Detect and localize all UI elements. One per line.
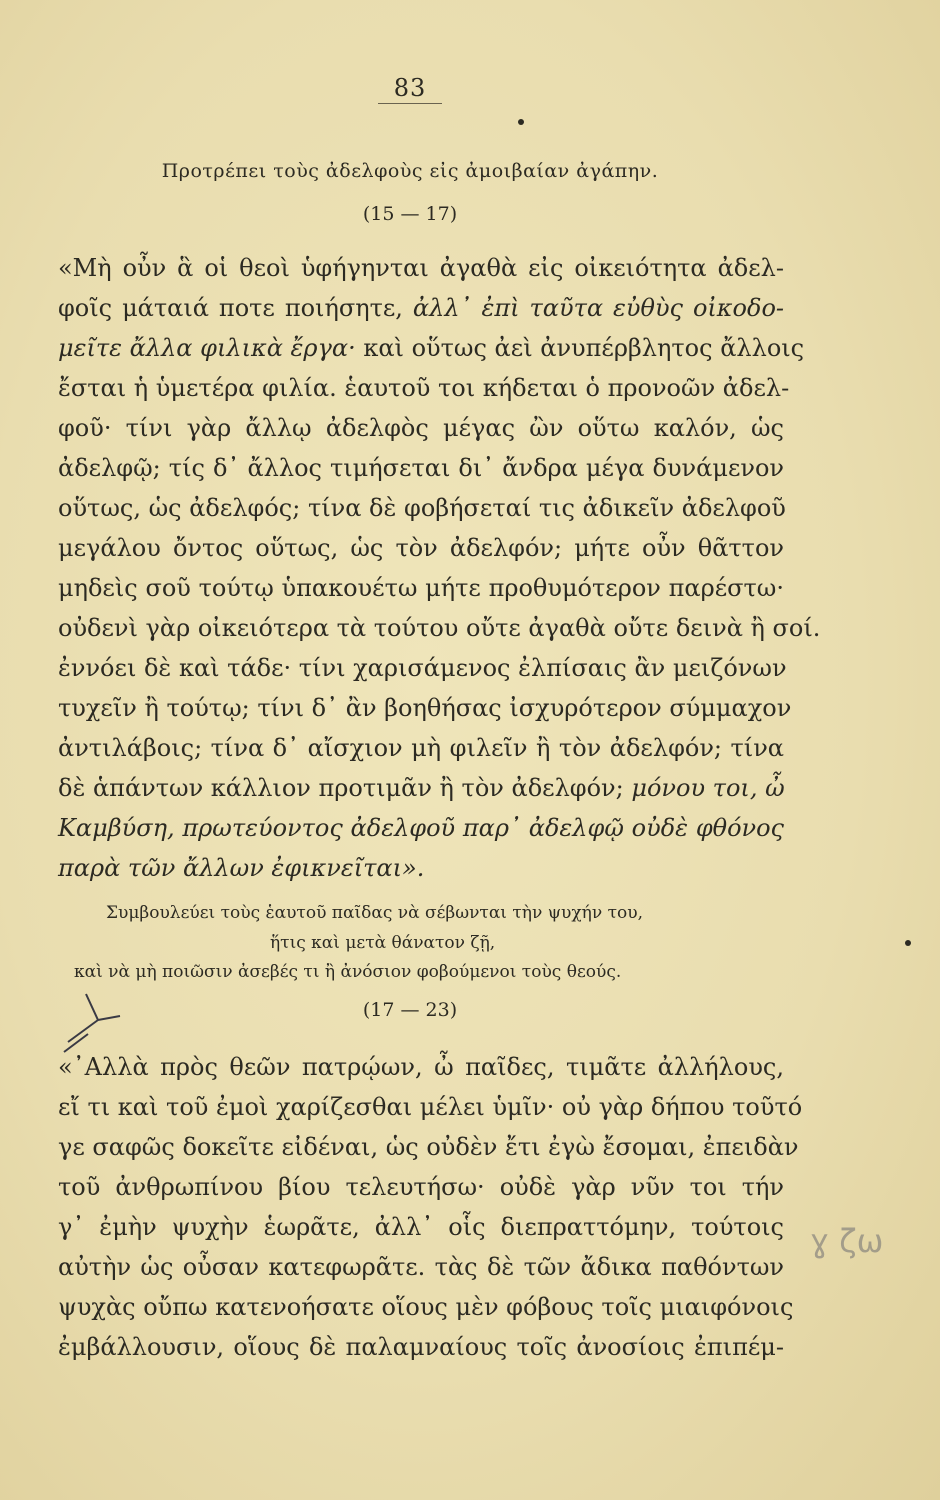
text-line: μεγάλου ὄντος οὕτως, ὡς τὸν ἀδελφόν; μήτε οὖν θᾶττον <box>58 534 784 562</box>
text-line <box>58 816 784 840</box>
italic-phrase: μόνου τοι, ὦ <box>631 774 785 802</box>
section-heading-line: ἥτις καὶ μετὰ θάνατον ζῇ, <box>270 933 496 953</box>
text-line <box>58 856 784 880</box>
page-number: 83 <box>393 74 427 102</box>
text-line: ἀντιλάβοις; τίνα δ᾽ αἴσχιον μὴ φιλεῖν ἢ τὸν ἀδελφόν; τίνα <box>58 734 784 762</box>
section-range: (15 — 17) <box>362 203 458 225</box>
italic-phrase: παρὰ τῶν ἄλλων ἐφικνεῖται». <box>58 854 425 882</box>
ink-speck <box>518 119 524 125</box>
text-line: ἐμβάλλουσιν, οἵους δὲ παλαμναίους τοῖς ἀνοσίοις ἐπιπέμ- <box>58 1333 784 1361</box>
text-line: γ᾽ ἐμὴν ψυχὴν ἑωρᾶτε, ἀλλ᾽ οἷς διεπραττόμην, τούτοις <box>58 1213 784 1241</box>
text-line: «Μὴ οὖν ἃ οἱ θεοὶ ὑφήγηνται ἀγαθὰ εἰς οἰκειότητα ἀδελ- <box>58 254 784 282</box>
section-heading: Προτρέπει τοὺς ἀδελφοὺς εἰς ἀμοιβαίαν ἀγάπην. <box>161 160 659 182</box>
page-number-rule <box>378 103 442 104</box>
section-range: (17 — 23) <box>362 999 458 1021</box>
text-line: οὕτως, ὡς ἀδελφός; τίνα δὲ φοβήσεταί τις ἀδικεῖν ἀδελφοῦ <box>58 494 786 522</box>
text-line: μεῖτε ἄλλα φιλικὰ ἔργα· καὶ οὕτως ἀεὶ ἀνυπέρβλητος ἄλλοις <box>58 334 805 362</box>
section-heading-line: καὶ νὰ μὴ ποιῶσιν ἀσεβές τι ἢ ἀνόσιον φοβούμενοι τοὺς θεούς. <box>74 962 622 982</box>
italic-phrase: ἀλλ᾽ ἐπὶ ταῦτα εὐθὺς οἰκοδο- <box>412 294 784 322</box>
text-line: ἐννόει δὲ καὶ τάδε· τίνι χαρισάμενος ἐλπίσαις ἂν μειζόνων <box>58 654 787 682</box>
text-line: αὐτὴν ὡς οὖσαν κατεφωρᾶτε. τὰς δὲ τῶν ἄδικα παθόντων <box>58 1253 784 1281</box>
italic-phrase: μεῖτε ἄλλα φιλικὰ ἔργα· <box>58 334 356 362</box>
text-line: τυχεῖν ἢ τούτῳ; τίνι δ᾽ ἂν βοηθήσας ἰσχυρότερον σύμμαχον <box>58 694 792 722</box>
text-line: ἔσται ἡ ὑμετέρα φιλία. ἑαυτοῦ τοι κήδεται ὁ προνοῶν ἀδελ- <box>58 374 790 402</box>
text-line: δὲ ἁπάντων κάλλιον προτιμᾶν ἢ τὸν ἀδελφόν; μόνου τοι, ὦ <box>58 774 785 802</box>
text-line: οὐδενὶ γὰρ οἰκειότερα τὰ τούτου οὔτε ἀγαθὰ οὔτε δεινὰ ἢ σοί. <box>58 614 821 642</box>
text-line: «᾽Αλλὰ πρὸς θεῶν πατρῴων, ὦ παῖδες, τιμᾶτε ἀλλήλους, <box>58 1053 784 1081</box>
pencil-check-mark <box>58 990 128 1054</box>
italic-phrase: Καμβύση, πρωτεύοντος ἀδελφοῦ παρ᾽ ἀδελφῷ οὐδὲ φθόνος <box>58 814 784 842</box>
text-line: μηδεὶς σοῦ τούτῳ ὑπακουέτω μήτε προθυμότερον παρέστω· <box>58 574 784 602</box>
text-line: ψυχὰς οὔπω κατενοήσατε οἵους μὲν φόβους τοῖς μιαιφόνοις <box>58 1293 794 1321</box>
section-heading-line: Συμβουλεύει τοὺς ἑαυτοῦ παῖδας νὰ σέβωνται τὴν ψυχήν του, <box>106 903 643 923</box>
ink-speck <box>905 940 911 946</box>
text-line: τοῦ ἀνθρωπίνου βίου τελευτήσω· οὐδὲ γὰρ νῦν τοι τήν <box>58 1173 784 1201</box>
text-line: εἴ τι καὶ τοῦ ἐμοὶ χαρίζεσθαι μέλει ὑμῖν· οὐ γὰρ δήπου τοῦτό <box>58 1093 803 1121</box>
text-line: ἀδελφῷ; τίς δ᾽ ἄλλος τιμήσεται δι᾽ ἄνδρα μέγα δυνάμενον <box>58 454 784 482</box>
text-line: γε σαφῶς δοκεῖτε εἰδέναι, ὡς οὐδὲν ἔτι ἐγὼ ἔσομαι, ἐπειδὰν <box>58 1133 799 1161</box>
text-line: φοῖς μάταιά ποτε ποιήσητε, ἀλλ᾽ ἐπὶ ταῦτα εὐθὺς οἰκοδο- <box>58 294 784 322</box>
pencil-marginal-note: ɣ ζω <box>810 1222 884 1260</box>
text-line: φοῦ· τίνι γὰρ ἄλλῳ ἀδελφὸς μέγας ὢν οὕτω καλόν, ὡς <box>58 414 784 442</box>
